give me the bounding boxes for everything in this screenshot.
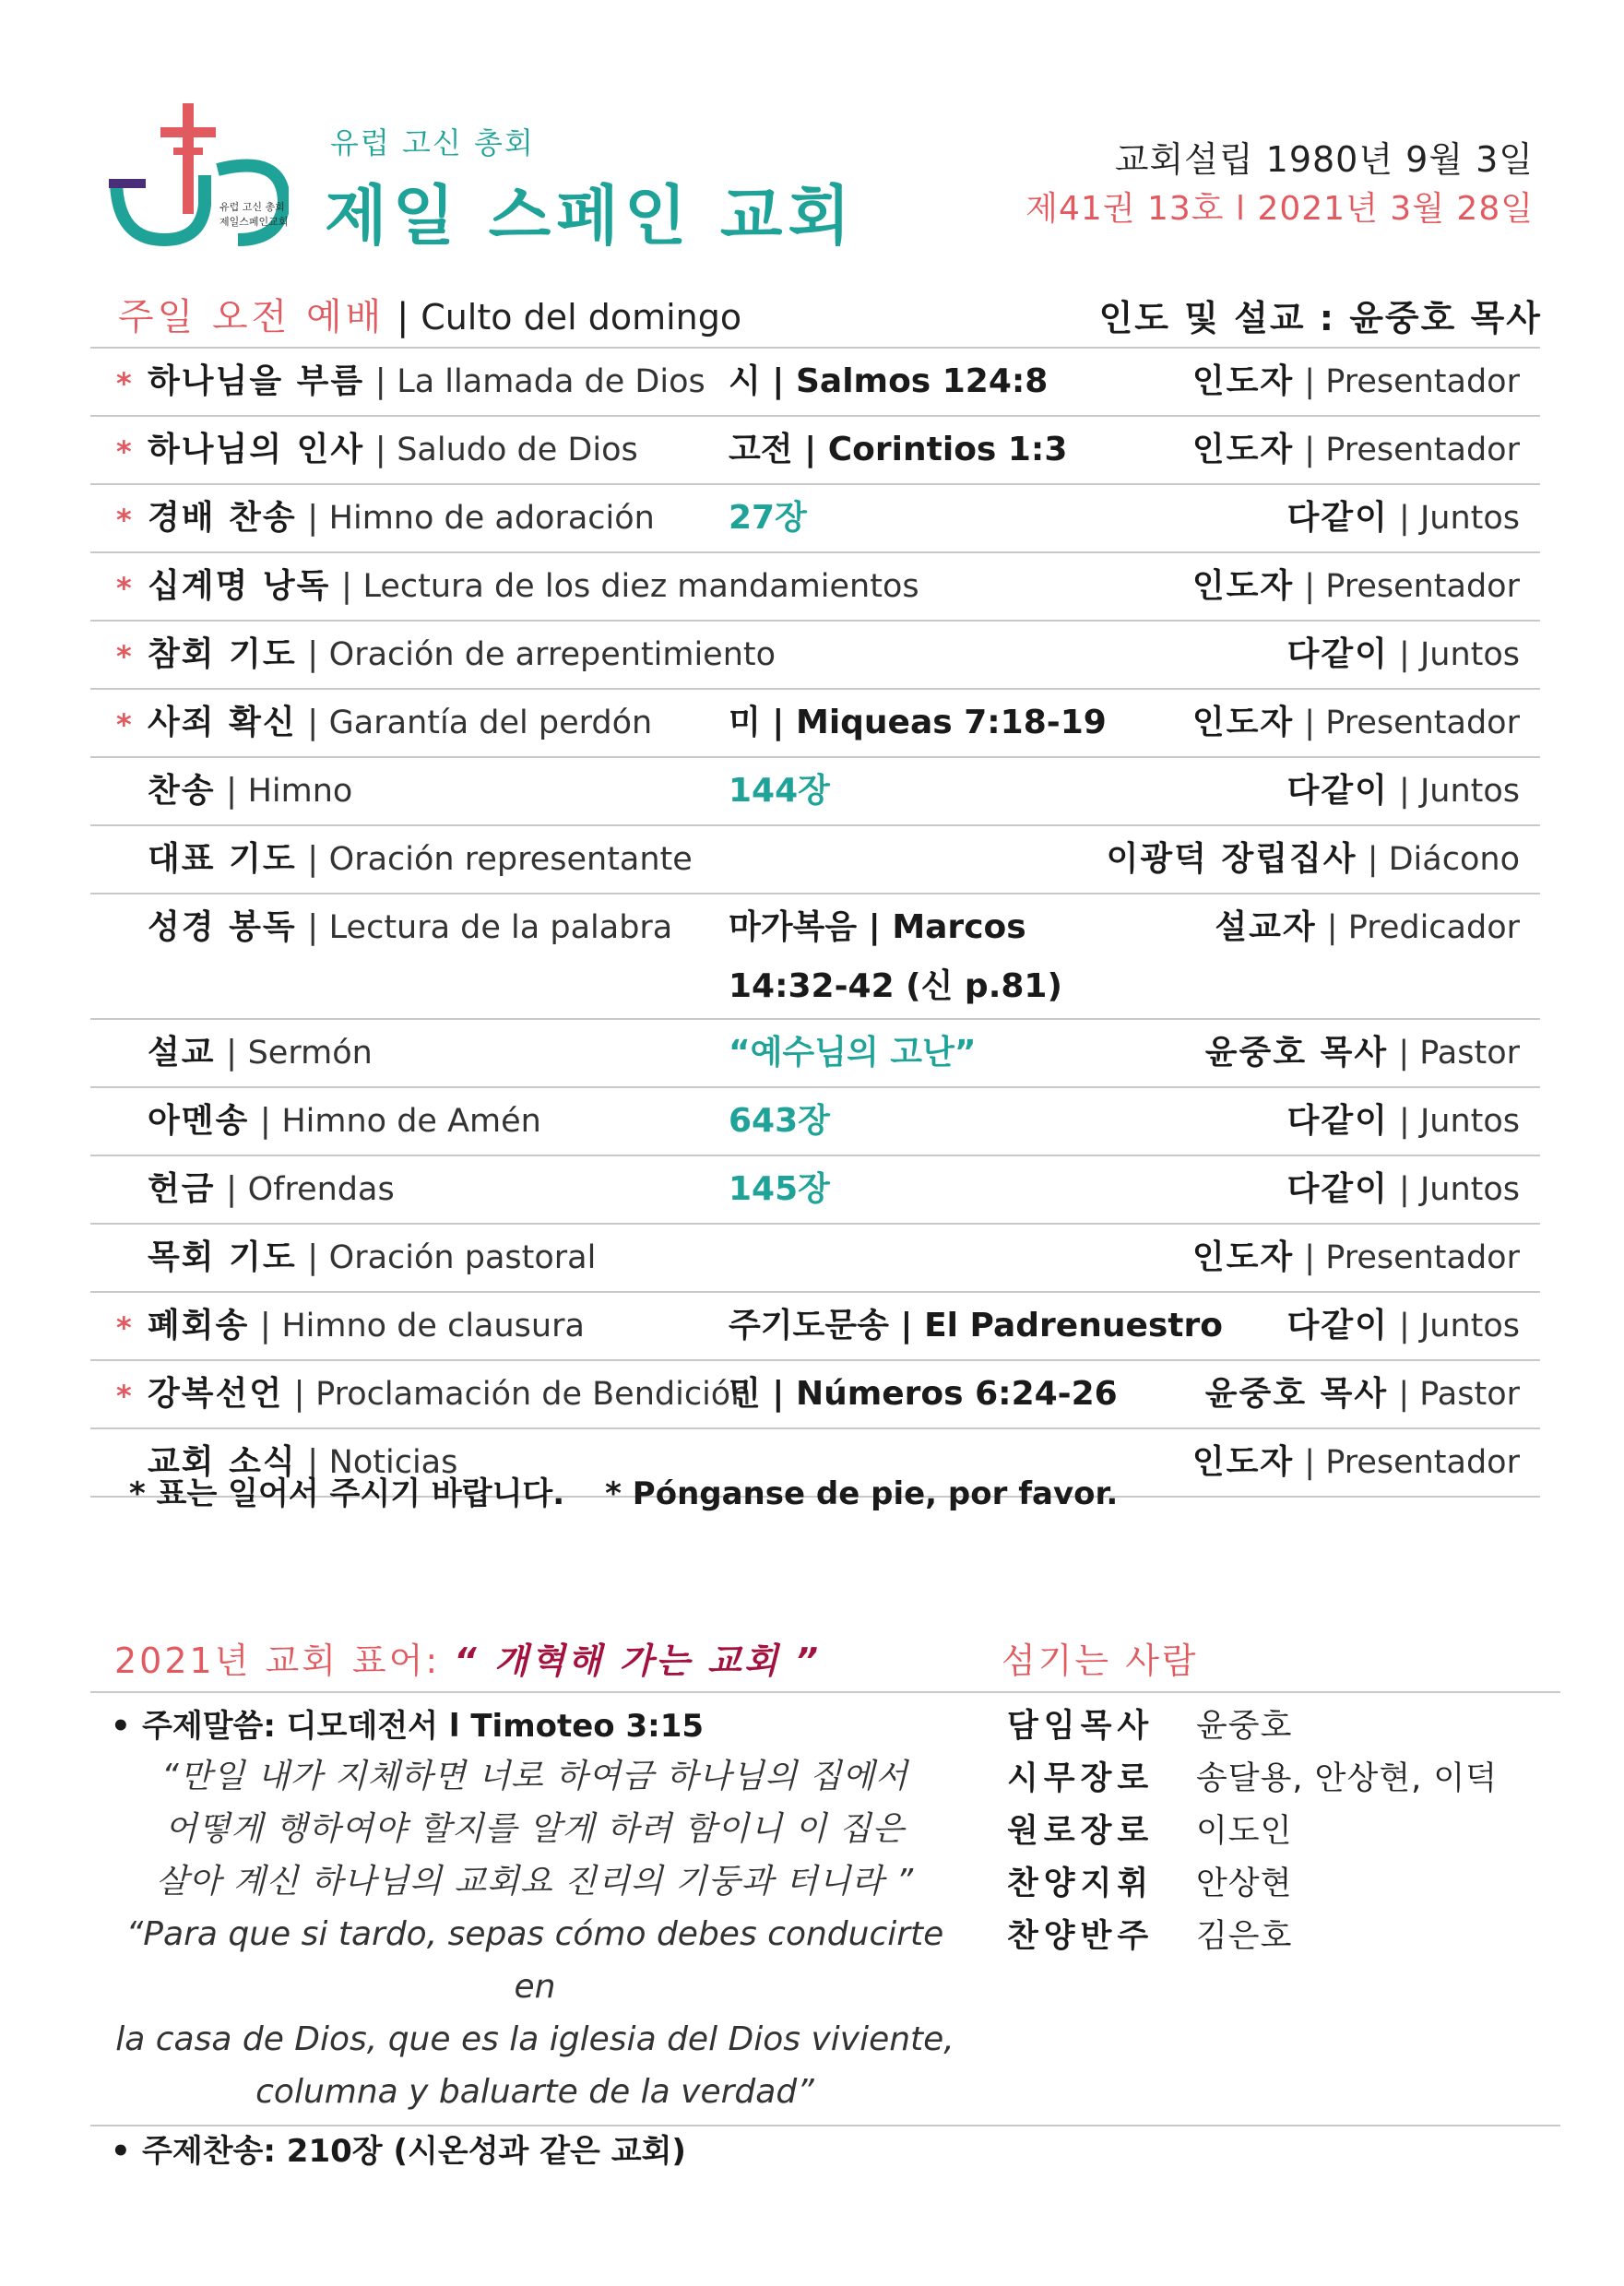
motto-heading (114, 1632, 821, 1683)
officiant: 인도 및 설교 : 윤중호 목사 (1098, 298, 1542, 338)
item-ko: 대표 기도 (148, 840, 297, 878)
leader-ko: 인도자 (1191, 704, 1295, 741)
item-ko: 십계명 낭독 (148, 567, 331, 605)
service-header (113, 273, 1542, 343)
church-logo (109, 101, 289, 249)
theme-section (111, 1702, 959, 2175)
verse-ko-line: 살아 계신 하나님의 교회요 진리의 기둥과 터니라 ” (155, 1863, 915, 1901)
item-ko: 사죄 확신 (148, 704, 297, 741)
servant-row (1007, 1858, 1560, 1911)
verse-es-line: “Para que si tardo, sepas cómo debes conducirte en (125, 1915, 944, 2006)
assembly-name: 유럽 고신 총회 (330, 125, 535, 160)
leader-ko: 다같이 (1286, 772, 1389, 810)
servant-row (1007, 1911, 1560, 1963)
leader-es: Presentador (1325, 705, 1520, 741)
leader-es: Pastor (1419, 1376, 1520, 1413)
item-es: Himno (247, 773, 353, 810)
logo-text-1: 유럽 고신 총회 (219, 201, 285, 213)
theme-hymn-text: 주제찬송: 210장 (시온성과 같은 교회) (142, 2133, 686, 2170)
item-es: Oración pastoral (328, 1239, 597, 1276)
leader-ko: 인도자 (1191, 431, 1295, 468)
leader-es: Pastor (1419, 1035, 1520, 1072)
item-es: Lectura de los diez mandamientos (362, 568, 919, 605)
item-ko: 강복선언 (148, 1375, 284, 1413)
servant-name: 이도인 (1196, 1813, 1293, 1850)
leader-ko: 인도자 (1191, 567, 1295, 605)
item-ko: 폐회송 (148, 1307, 250, 1344)
servant-row (1007, 1700, 1560, 1753)
item-reference: 미 | Miqueas 7:18-19 (729, 704, 1107, 741)
item-reference: 145장 (729, 1170, 830, 1208)
verse-es-line: la casa de Dios, que es la iglesia del Dios viviente, (115, 2020, 954, 2058)
item-ko: 찬송 (148, 772, 216, 810)
servant-role: 시무장로 (1007, 1760, 1155, 1797)
item-es: Himno de Amén (281, 1103, 541, 1140)
standing-note-es: * Pónganse de pie, por favor. (605, 1475, 1119, 1512)
cross-logo-icon (109, 101, 289, 249)
item-es: Noticias (328, 1444, 458, 1481)
standing-note-ko: * 표는 일어서 주시기 바랍니다. (129, 1475, 565, 1512)
service-row: 목회 기도 | Oración pastoral 인도자 | Presentador (90, 1223, 1540, 1291)
item-reference: 144장 (729, 772, 830, 810)
service-title-sep: | (385, 296, 421, 338)
leader-es: Presentador (1325, 568, 1520, 605)
leader-ko: 이광덕 장립집사 (1106, 840, 1357, 878)
servants-list (1007, 1700, 1560, 1963)
founded-date: 교회설립 1980년 9월 3일 (1114, 139, 1534, 180)
item-es: La llamada de Dios (397, 363, 705, 400)
service-row: * 참회 기도 | Oración de arrepentimiento 다같이 | Juntos (90, 620, 1540, 688)
servant-name: 송달용, 안상현, 이덕 (1196, 1760, 1498, 1797)
leader-ko: 다같이 (1286, 1170, 1389, 1208)
item-es: Oración de arrepentimiento (328, 636, 776, 673)
item-ko: 경배 찬송 (148, 499, 297, 537)
sermon-title: “예수님의 고난” (729, 1034, 977, 1072)
item-es: Lectura de la palabra (328, 909, 673, 946)
item-reference: 민 | Números 6:24-26 (729, 1375, 1118, 1413)
verse-ko-line: 어떻게 행하여야 할지를 알게 하려 함이니 이 집은 (164, 1810, 906, 1848)
leader-ko: 다같이 (1286, 1307, 1389, 1344)
motto-label: 2021년 교회 표어: (114, 1640, 455, 1681)
service-row: * 경배 찬송 | Himno de adoración 27장 다같이 | Juntos (90, 483, 1540, 551)
leader-es: Presentador (1325, 432, 1520, 468)
item-es: Sermón (247, 1035, 373, 1072)
item-es: Proclamación de Bendición (315, 1376, 752, 1413)
leader-es: Predicador (1347, 909, 1520, 946)
service-row: 찬송 | Himno 144장 다같이 | Juntos (90, 756, 1540, 824)
service-title-ko: 주일 오전 예배 (118, 296, 385, 338)
service-row: 대표 기도 | Oración representante 이광덕 장립집사 | Diácono (90, 824, 1540, 893)
service-title-es: Culto del domingo (421, 297, 742, 338)
leader-es: Juntos (1419, 636, 1520, 673)
standing-mark: * (116, 503, 132, 538)
service-row: * 폐회송 | Himno de clausura 주기도문송 | El Padrenuestro 다같이 | Juntos (90, 1291, 1540, 1359)
item-es: Ofrendas (247, 1171, 395, 1208)
item-ko: 하나님의 인사 (148, 431, 365, 468)
order-of-service (90, 347, 1540, 1498)
item-ko: 설교 (148, 1034, 216, 1072)
item-ko: 성경 봉독 (148, 908, 297, 946)
standing-mark: * (116, 366, 132, 401)
service-row: 헌금 | Ofrendas 145장 다같이 | Juntos (90, 1155, 1540, 1223)
leader-ko: 다같이 (1286, 635, 1389, 673)
leader-ko: 인도자 (1191, 1443, 1295, 1481)
leader-es: Presentador (1325, 1239, 1520, 1276)
motto-text: “ 개혁해 가는 교회 ” (454, 1640, 822, 1681)
logo-text-2: 제일스페인교회 (219, 216, 289, 228)
service-row: * 사죄 확신 | Garantía del perdón 미 | Miqueas 7:18-19 인도자 | Presentador (90, 688, 1540, 756)
item-es: Oración representante (328, 841, 693, 878)
standing-mark: * (116, 434, 132, 469)
item-es: Saludo de Dios (397, 432, 638, 468)
item-ko: 교회 소식 (148, 1443, 297, 1481)
leader-es: Juntos (1419, 1103, 1520, 1140)
servant-name: 윤중호 (1196, 1708, 1293, 1745)
leader-es: Juntos (1419, 1171, 1520, 1208)
item-ko: 아멘송 (148, 1102, 250, 1140)
servant-name: 안상현 (1196, 1866, 1293, 1902)
leader-es: Presentador (1325, 1444, 1520, 1481)
leader-ko: 다같이 (1286, 1102, 1389, 1140)
servant-name: 김은호 (1196, 1918, 1293, 1955)
item-reference: 마가복음 | Marcos 14:32-42 (신 p.81) (729, 908, 1062, 1005)
item-reference: 643장 (729, 1102, 830, 1140)
issue-info: 제41권 13호 l 2021년 3월 28일 (1025, 190, 1534, 228)
leader-ko: 윤중호 목사 (1204, 1375, 1389, 1413)
leader-ko: 인도자 (1191, 362, 1295, 400)
service-row: * 하나님의 인사 | Saludo de Dios 고전 | Corintios 1:3 인도자 | Presentador (90, 415, 1540, 483)
item-reference: 27장 (729, 499, 807, 537)
servant-role: 찬양반주 (1007, 1918, 1155, 1955)
leader-es: Diácono (1388, 841, 1520, 878)
standing-mark: * (116, 1310, 132, 1345)
service-row: 설교 | Sermón “예수님의 고난” 윤중호 목사 | Pastor (90, 1018, 1540, 1086)
service-title (118, 288, 741, 340)
service-row: * 하나님을 부름 | La llamada de Dios 시 | Salmos 124:8 인도자 | Presentador (90, 347, 1540, 415)
leader-ko: 윤중호 목사 (1204, 1034, 1389, 1072)
leader-es: Juntos (1419, 500, 1520, 537)
verse-ko-line: “만일 내가 지체하면 너로 하여금 하나님의 집에서 (161, 1758, 908, 1795)
leader-es: Juntos (1419, 1308, 1520, 1344)
verse-es-line: columna y baluarte de la verdad” (255, 2073, 814, 2111)
item-reference: 시 | Salmos 124:8 (729, 362, 1049, 400)
standing-mark: * (116, 639, 132, 674)
standing-note (129, 1468, 1118, 1513)
leader-es: Juntos (1419, 773, 1520, 810)
standing-mark: * (116, 571, 132, 606)
item-ko: 헌금 (148, 1170, 216, 1208)
servant-role: 담임목사 (1007, 1708, 1155, 1745)
item-reference: 주기도문송 | El Padrenuestro (729, 1307, 1224, 1344)
item-ko: 하나님을 부름 (148, 362, 365, 400)
service-row: 교회 소식 | Noticias 인도자 | Presentador (90, 1427, 1540, 1498)
servant-role: 찬양지휘 (1007, 1866, 1155, 1902)
item-ko: 참회 기도 (148, 635, 297, 673)
standing-mark: * (116, 1379, 132, 1414)
church-name: 제일 스페인 교회 (325, 178, 857, 254)
item-ko: 목회 기도 (148, 1238, 297, 1276)
leader-ko: 인도자 (1191, 1238, 1295, 1276)
servant-row (1007, 1806, 1560, 1858)
leader-es: Presentador (1325, 363, 1520, 400)
divider (90, 1691, 1560, 1693)
servant-row (1007, 1753, 1560, 1806)
service-row: * 강복선언 | Proclamación de Bendición 민 | Números 6:24-26 윤중호 목사 | Pastor (90, 1359, 1540, 1427)
theme-verse-label-text: 주제말씀: 디모데전서 l Timoteo 3:15 (142, 1708, 705, 1745)
leader-ko: 다같이 (1286, 499, 1389, 537)
item-reference: 고전 | Corintios 1:3 (729, 431, 1068, 468)
leader-ko: 설교자 (1215, 908, 1317, 946)
divider (90, 2125, 1560, 2126)
service-row: 성경 봉독 | Lectura de la palabra 마가복음 | Marcos 14:32-42 (신 p.81) 설교자 | Predicador (90, 893, 1540, 1018)
theme-hymn: • 주제찬송: 210장 (시온성과 같은 교회) (111, 2133, 686, 2170)
standing-mark: * (116, 707, 132, 742)
item-es: Himno de clausura (281, 1308, 585, 1344)
servants-heading: 섬기는 사람 (1002, 1640, 1199, 1681)
theme-verse-label: • 주제말씀: 디모데전서 l Timoteo 3:15 (111, 1708, 705, 1745)
item-es: Himno de adoración (328, 500, 655, 537)
item-es: Garantía del perdón (328, 705, 653, 741)
service-row: 아멘송 | Himno de Amén 643장 다같이 | Juntos (90, 1086, 1540, 1155)
servant-role: 원로장로 (1007, 1813, 1155, 1850)
service-row: * 십계명 낭독 | Lectura de los diez mandamientos 인도자 | Presentador (90, 551, 1540, 620)
